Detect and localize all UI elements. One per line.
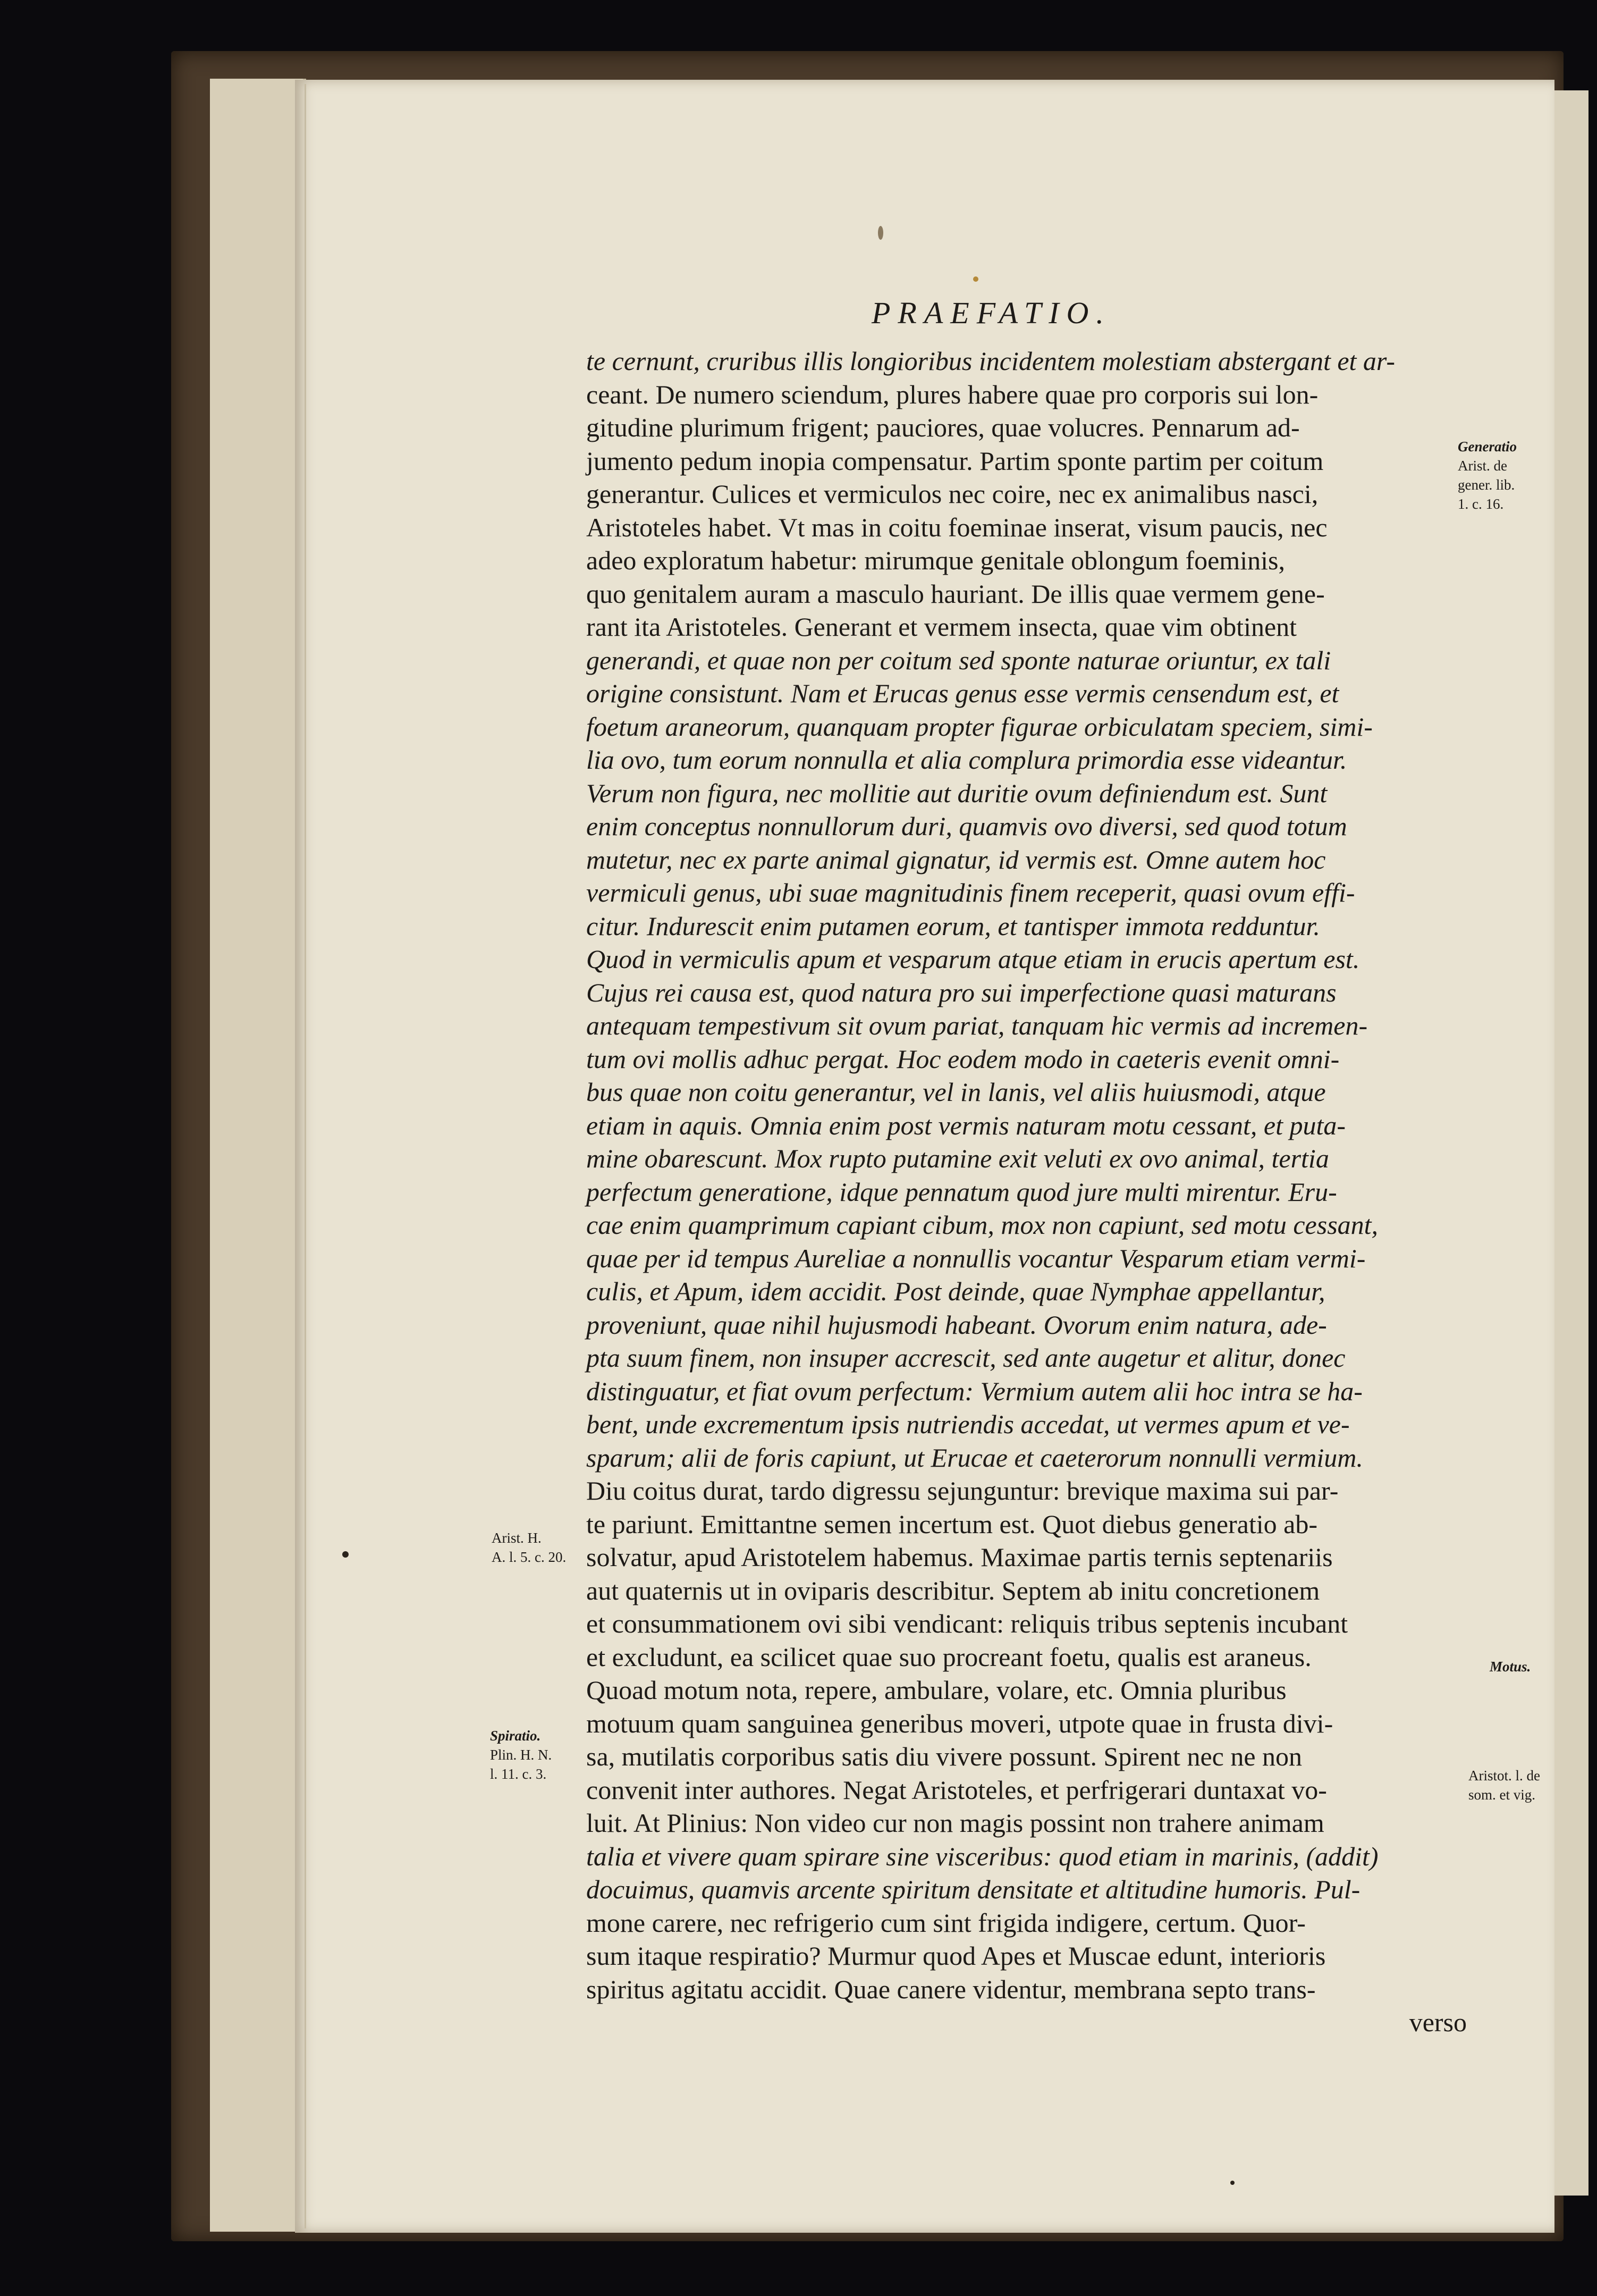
text-line: Cujus rei causa est, quod natura pro sui imperfectione quasi maturans — [586, 977, 1337, 1007]
margin-note-line: 1. c. 16. — [1458, 496, 1504, 512]
text-line: generantur. Culices et vermiculos nec coire, nec ex animalibus nasci, — [586, 479, 1319, 509]
ink-speck — [1230, 2181, 1235, 2185]
text-line: et excludunt, ea scilicet quae suo procreant foetu, qualis est araneus. — [586, 1642, 1312, 1672]
text-line: ceant. De numero sciendum, plures habere quae pro corporis sui lon- — [586, 379, 1319, 409]
text-line: gitudine plurimum frigent; pauciores, quae volucres. Pennarum ad- — [586, 413, 1300, 442]
margin-note-line: A. l. 5. c. 20. — [492, 1549, 567, 1565]
text-line: quo genitalem auram a masculo hauriant. De illis quae vermem gene- — [586, 578, 1325, 609]
facing-page-edge — [1549, 90, 1588, 2196]
margin-note-aristot — [1468, 1766, 1540, 1804]
text-line: docuimus, quamvis arcente spiritum densitate et altitudine humoris. Pul- — [586, 1874, 1361, 1904]
margin-note-line: som. et vig. — [1468, 1787, 1535, 1803]
body-text — [586, 344, 1467, 2039]
margin-note-generatio — [1458, 437, 1517, 514]
text-line: pta suum finem, non insuper accrescit, sed ante augetur et alitur, donec — [586, 1343, 1346, 1373]
text-line: Quoad motum nota, repere, ambulare, volare, etc. Omnia pluribus — [586, 1675, 1287, 1705]
ink-speck — [342, 1551, 349, 1558]
margin-note-line: Generatio — [1458, 439, 1517, 455]
margin-note-line: Aristot. l. de — [1468, 1768, 1540, 1784]
text-line: cae enim quamprimum capiant cibum, mox non capiunt, sed motu cessant, — [586, 1210, 1379, 1240]
text-line: proveniunt, quae nihil hujusmodi habeant. Ovorum enim natura, ade- — [586, 1309, 1327, 1340]
catchword: verso — [1409, 2007, 1467, 2037]
margin-note-line: Plin. H. N. — [490, 1747, 552, 1763]
text-line: citur. Indurescit enim putamen eorum, et tantisper immota redduntur. — [586, 911, 1320, 941]
bleed-through-mark — [1483, 734, 1486, 752]
text-line: spiritus agitatu accidit. Quae canere videntur, membrana septo trans- — [586, 1974, 1316, 2004]
text-line: quae per id tempus Aureliae a nonnullis vocantur Vesparum etiam vermi- — [586, 1243, 1366, 1273]
text-line: sa, mutilatis corporibus satis diu vivere possunt. Spirent nec ne non — [586, 1742, 1303, 1771]
text-line: rant ita Aristoteles. Generant et vermem insecta, quae vim obtinent — [586, 612, 1297, 642]
text-line: perfectum generatione, idque pennatum quod jure multi mirentur. Eru- — [586, 1176, 1337, 1207]
text-line: Diu coitus durat, tardo digressu sejunguntur: brevique maxima sui par- — [586, 1476, 1339, 1506]
margin-note-line: Spiratio. — [490, 1728, 541, 1744]
text-line: tum ovi mollis adhuc pergat. Hoc eodem modo in caeteris evenit omni- — [586, 1044, 1340, 1074]
text-line: etiam in aquis. Omnia enim post vermis naturam motu cessant, et puta- — [586, 1110, 1346, 1140]
margin-note-spiratio — [490, 1726, 552, 1784]
running-head: PRAEFATIO. — [872, 296, 1111, 330]
text-line: sparum; alii de foris capiunt, ut Erucae et caeterorum nonnulli vermium. — [586, 1442, 1363, 1473]
text-line: foetum araneorum, quanquam propter figurae orbiculatam speciem, simi- — [586, 711, 1373, 742]
text-line: Aristoteles habet. Vt mas in coitu foeminae inserat, visum paucis, nec — [586, 512, 1328, 542]
text-line: mone carere, nec refrigerio cum sint frigida indigere, certum. Quor- — [586, 1907, 1306, 1938]
text-line: lia ovo, tum eorum nonnulla et alia complura primordia esse videantur. — [586, 745, 1347, 775]
text-line: talia et vivere quam spirare sine visceribus: quod etiam in marinis, (addit) — [586, 1841, 1379, 1871]
ink-speck — [973, 276, 978, 282]
margin-note-line: gener. lib. — [1458, 477, 1515, 493]
text-line: distinguatur, et fiat ovum perfectum: Vermium autem alii hoc intra se ha- — [586, 1376, 1363, 1406]
text-line: enim conceptus nonnullorum duri, quamvis ovo diversi, sed quod totum — [586, 811, 1347, 841]
text-line: jumento pedum inopia compensatur. Partim sponte partim per coitum — [586, 445, 1324, 476]
text-line: aut quaternis ut in oviparis describitur. Septem ab initu concretionem — [586, 1575, 1320, 1605]
text-line: adeo exploratum habetur: mirumque genitale oblongum foeminis, — [586, 545, 1285, 575]
text-line: solvatur, apud Aristotelem habemus. Maximae partis ternis septenariis — [586, 1542, 1333, 1572]
flyleaf — [210, 79, 306, 2232]
margin-note-arist — [492, 1528, 566, 1567]
text-line: bus quae non coitu generantur, vel in lanis, vel aliis huiusmodi, atque — [586, 1077, 1326, 1107]
text-line: te pariunt. Emittantne semen incertum est. Quot diebus generatio ab- — [586, 1509, 1317, 1539]
text-line: mine obarescunt. Mox rupto putamine exit veluti ex ovo animal, tertia — [586, 1143, 1329, 1173]
margin-note-motus — [1490, 1657, 1531, 1676]
text-line: mutetur, nec ex parte animal gignatur, id vermis est. Omne autem hoc — [586, 844, 1326, 874]
text-line: origine consistunt. Nam et Erucas genus esse vermis censendum est, et — [586, 678, 1339, 708]
text-line: bent, unde excrementum ipsis nutriendis accedat, ut vermes apum et ve- — [586, 1409, 1350, 1439]
text-line: Quod in vermiculis apum et vesparum atque etiam in erucis apertum est. — [586, 944, 1360, 974]
margin-note-line: l. 11. c. 3. — [490, 1766, 547, 1782]
text-line: et consummationem ovi sibi vendicant: reliquis tribus septenis incubant — [586, 1609, 1348, 1638]
text-line: antequam tempestivum sit ovum pariat, tanquam hic vermis ad incremen- — [586, 1011, 1368, 1040]
text-line: convenit inter authores. Negat Aristoteles, et perfrigerari duntaxat vo- — [586, 1774, 1327, 1805]
text-line: vermiculi genus, ubi suae magnitudinis finem receperit, quasi ovum effi- — [586, 878, 1355, 907]
margin-note-line: Motus. — [1490, 1659, 1531, 1675]
text-line: luit. At Plinius: Non video cur non magis possint non trahere animam — [586, 1808, 1324, 1838]
margin-note-line: Arist. de — [1458, 458, 1507, 474]
text-line: Verum non figura, nec mollitie aut duritie ovum definiendum est. Sunt — [586, 778, 1328, 808]
text-line: culis, et Apum, idem accidit. Post deinde, quae Nymphae appellantur, — [586, 1276, 1325, 1306]
ink-speck — [878, 226, 883, 240]
text-line: sum itaque respiratio? Murmur quod Apes et Muscae edunt, interioris — [586, 1941, 1326, 1971]
text-line: te cernunt, cruribus illis longioribus incidentem molestiam abstergant et ar- — [586, 346, 1396, 376]
margin-note-line: Arist. H. — [492, 1530, 542, 1546]
text-line: generandi, et quae non per coitum sed sponte naturae oriuntur, ex tali — [586, 645, 1331, 675]
text-line: motuum quam sanguinea generibus moveri, utpote quae in frusta divi- — [586, 1708, 1333, 1738]
